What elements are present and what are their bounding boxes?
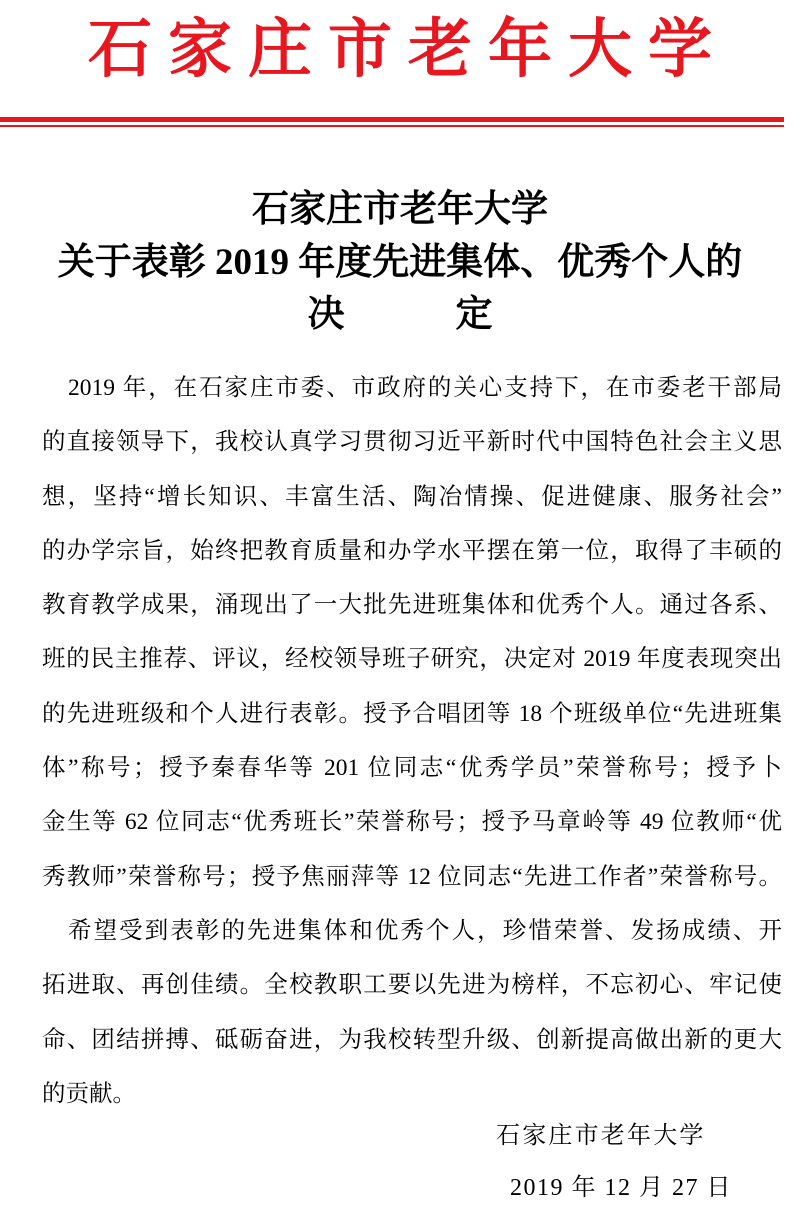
body-line: 2019 年，在石家庄市委、市政府的关心支持下，在市委老干部局 <box>68 375 782 401</box>
body-line: 的贡献。 <box>42 1080 136 1107</box>
body-line: 的先进班级和个人进行表彰。授予合唱团等 18 个班级单位“先进班集 <box>42 700 782 727</box>
letterhead-rule-thick <box>0 117 784 122</box>
body-line: 的直接领导下，我校认真学习贯彻习近平新时代中国特色社会主义思 <box>42 429 782 456</box>
signature-org-name: 石家庄市老年大学 <box>496 1123 706 1149</box>
body-line: 的办学宗旨，始终把教育质量和办学水平摆在第一位，取得了丰硕的 <box>42 537 782 564</box>
body-line: 希望受到表彰的先进集体和优秀个人，珍惜荣誉、发扬成绩、开 <box>68 917 782 944</box>
letterhead-rule-thin <box>0 125 784 127</box>
letterhead-org-name: 石家庄市老年大学 <box>88 14 728 85</box>
body-line: 体”称号；授予秦春华等 201 位同志“优秀学员”荣誉称号；授予卜 <box>42 755 782 782</box>
body-line: 秀教师”荣誉称号；授予焦丽萍等 12 位同志“先进工作者”荣誉称号。 <box>42 863 782 890</box>
document-body <box>42 361 782 1121</box>
body-line: 拓进取、再创佳绩。全校教职工要以先进为榜样，不忘初心、牢记使 <box>42 972 782 999</box>
paragraph-2 <box>42 904 782 1121</box>
title-line-org: 石家庄市老年大学 <box>252 189 548 230</box>
body-line: 想，坚持“增长知识、丰富生活、陶冶情操、促进健康、服务社会” <box>42 483 782 510</box>
body-line: 金生等 62 位同志“优秀班长”荣誉称号；授予马章岭等 49 位教师“优 <box>42 809 782 836</box>
body-line: 教育教学成果，涌现出了一大批先进班集体和优秀个人。通过各系、 <box>42 592 782 619</box>
signature-date: 2019 年 12 月 27 日 <box>510 1175 732 1201</box>
paragraph-1 <box>42 361 782 904</box>
title-line-subject: 关于表彰 2019 年度先进集体、优秀个人的 <box>57 241 743 283</box>
body-line: 命、团结拼搏、砥砺奋进，为我校转型升级、创新提高做出新的更大 <box>42 1026 782 1053</box>
title-line-decision: 决 定 <box>307 294 493 335</box>
body-line: 班的民主推荐、评议，经校领导班子研究，决定对 2019 年度表现突出 <box>42 646 782 673</box>
document-title <box>0 184 800 342</box>
